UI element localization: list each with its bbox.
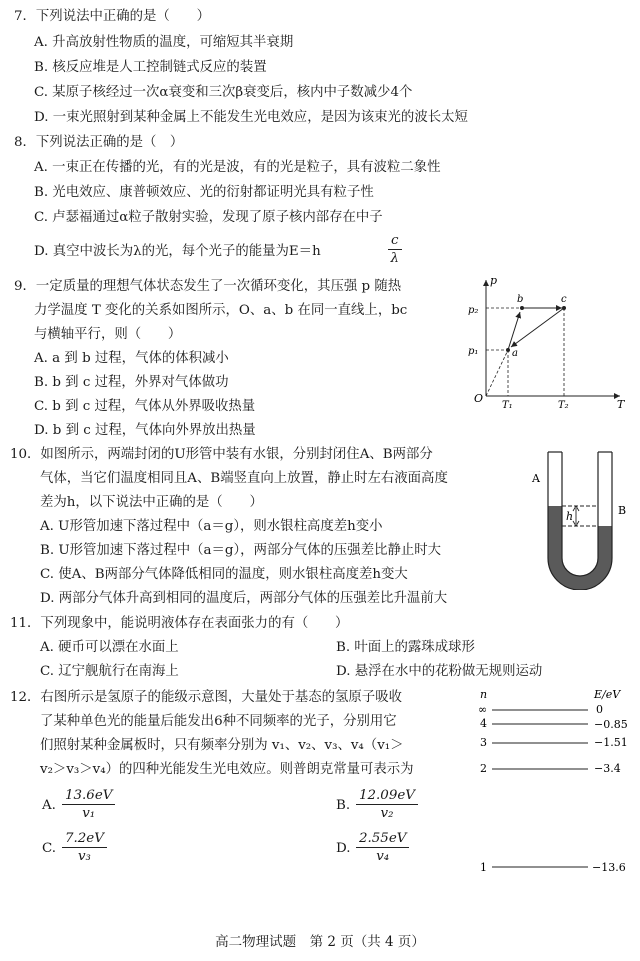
- level-2-e: −3.4: [594, 762, 621, 775]
- q8-energy-fraction: [388, 232, 402, 267]
- q10-option-b: B. U形管加速下落过程中（a＝g），两部分气体的压强差比静止时大: [40, 543, 442, 558]
- point-b-label: b: [517, 294, 524, 305]
- q9-option-c: C. b 到 c 过程，气体从外界吸收热量: [34, 399, 256, 414]
- p1-label: p₁: [468, 346, 479, 357]
- q7-option-a: A. 升高放射性物质的温度，可缩短其半衰期: [34, 35, 294, 50]
- q9-stem-line1: 9．一定质量的理想气体状态发生了一次循环变化，其压强 p 随热: [14, 279, 402, 294]
- q12-stem-line3: 们照射某种金属板时，只有频率分别为 v₁、v₂、v₃、v₄（v₁＞: [40, 738, 404, 753]
- q11-option-b: B. 叶面上的露珠成球形: [336, 640, 475, 655]
- energy-header: E/eV: [594, 688, 621, 701]
- q12-option-b-fraction: $\frac{12.09eV}{\text{v₂}}$: [356, 787, 418, 822]
- level-3-e: −1.51: [594, 736, 628, 749]
- q7-option-b: B. 核反应堆是人工控制链式反应的装置: [34, 60, 267, 75]
- level-4-n: 4: [480, 717, 487, 730]
- q12-option-c-label: C.: [42, 841, 57, 856]
- h-label: h: [566, 510, 574, 523]
- q12-option-c-fraction: $\frac{7.2eV}{\text{v₃}}$: [62, 830, 107, 865]
- q10-option-c: C. 使A、B两部分气体降低相同的温度，则水银柱高度差h变大: [40, 567, 408, 582]
- q12-option-b-label: B.: [336, 798, 351, 813]
- q8-option-d: D. 真空中波长为λ的光，每个光子的能量为E＝h: [34, 244, 321, 259]
- u-tube-figure: [528, 448, 634, 590]
- level-inf-n: ∞: [478, 703, 488, 716]
- q7-option-c: C. 某原子核经过一次α衰变和三次β衰变后，核内中子数减少4个: [34, 85, 413, 100]
- q11-option-d: D. 悬浮在水中的花粉做无规则运动: [336, 664, 543, 679]
- level-2-n: 2: [480, 762, 487, 775]
- q12-option-d-label: D.: [336, 841, 351, 856]
- q12-stem-line4: v₂＞v₃＞v₄）的四种光能发生光电效应。则普朗克常量可表示为: [40, 762, 414, 777]
- q12-stem-line1: 12．右图所示是氢原子的能级示意图，大量处于基态的氢原子吸收: [10, 690, 402, 705]
- p2-label: p₂: [468, 305, 479, 316]
- level-3-n: 3: [480, 736, 487, 749]
- t-axis-label: T: [617, 398, 625, 411]
- q10-stem-line3: 差为h，以下说法中正确的是（ ）: [40, 495, 263, 510]
- level-1-n: 1: [480, 861, 487, 874]
- level-inf-e: 0: [596, 703, 603, 716]
- q10-stem-line1: 10．如图所示，两端封闭的U形管中装有水银，分别封闭住A、B两部分: [10, 447, 433, 462]
- q9-option-b: B. b 到 c 过程，外界对气体做功: [34, 375, 229, 390]
- q12-stem-line2: 了某种单色光的能量后能发出6种不同频率的光子，分别用它: [40, 714, 397, 729]
- t1-label: T₁: [502, 400, 513, 411]
- q8-stem: 8．下列说法正确的是（ ）: [14, 135, 184, 150]
- q11-option-c: C. 辽宁舰航行在南海上: [40, 664, 179, 679]
- q8-option-c: C. 卢瑟福通过α粒子散射实验，发现了原子核内部存在中子: [34, 210, 383, 225]
- t2-label: T₂: [558, 400, 569, 411]
- q7-stem: 7．下列说法中正确的是（ ）: [14, 9, 210, 24]
- q7-option-d: D. 一束光照射到某种金属上不能发生光电效应，是因为该束光的波长太短: [34, 110, 468, 125]
- q9-option-a: A. a 到 b 过程，气体的体积减小: [34, 351, 229, 366]
- q11-option-a: A. 硬币可以漂在水面上: [40, 640, 179, 655]
- q9-stem-line2: 力学温度 T 变化的关系如图所示，O、a、b 在同一直线上，bc: [34, 303, 408, 318]
- q8-option-a: A. 一束正在传播的光，有的光是波，有的光是粒子，具有波粒二象性: [34, 160, 441, 175]
- level-4-e: −0.85: [594, 718, 628, 731]
- q12-option-d-fraction: $\frac{2.55eV}{\text{v₄}}$: [356, 830, 409, 865]
- origin-label: O: [474, 392, 484, 405]
- page-footer: 高二物理试题 第 2 页（共 4 页）: [215, 934, 425, 950]
- p-axis-label: p: [490, 274, 498, 287]
- q10-option-a: A. U形管加速下落过程中（a＝g），则水银柱高度差h变小: [40, 519, 383, 534]
- q8-fraction-numerator: c: [388, 232, 402, 250]
- q8-fraction-denominator: λ: [390, 251, 399, 266]
- pt-graph: [462, 272, 630, 412]
- q10-stem-line2: 气体，当它们温度相同且A、B端竖直向上放置，静止时左右液面高度: [40, 471, 448, 486]
- tube-a-label: A: [532, 472, 540, 485]
- energy-level-diagram: [470, 686, 634, 876]
- q12-option-a-label: A.: [42, 798, 56, 813]
- q9-option-d: D. b 到 c 过程，气体向外界放出热量: [34, 423, 256, 438]
- n-header: n: [480, 688, 488, 701]
- tube-b-label: B: [618, 504, 627, 517]
- point-a-label: a: [512, 348, 518, 359]
- q11-stem: 11．下列现象中，能说明液体存在表面张力的有（ ）: [10, 616, 349, 631]
- point-c-label: c: [561, 294, 567, 305]
- q10-option-d: D. 两部分气体升高到相同的温度后，两部分气体的压强差比升温前大: [40, 591, 448, 606]
- q8-option-b: B. 光电效应、康普顿效应、光的衍射都证明光具有粒子性: [34, 185, 374, 200]
- level-1-e: −13.6: [592, 861, 626, 874]
- q12-option-a-fraction: $\frac{13.6eV}{\text{v₁}}$: [62, 787, 115, 822]
- q9-stem-line3: 与横轴平行，则（ ）: [34, 327, 182, 342]
